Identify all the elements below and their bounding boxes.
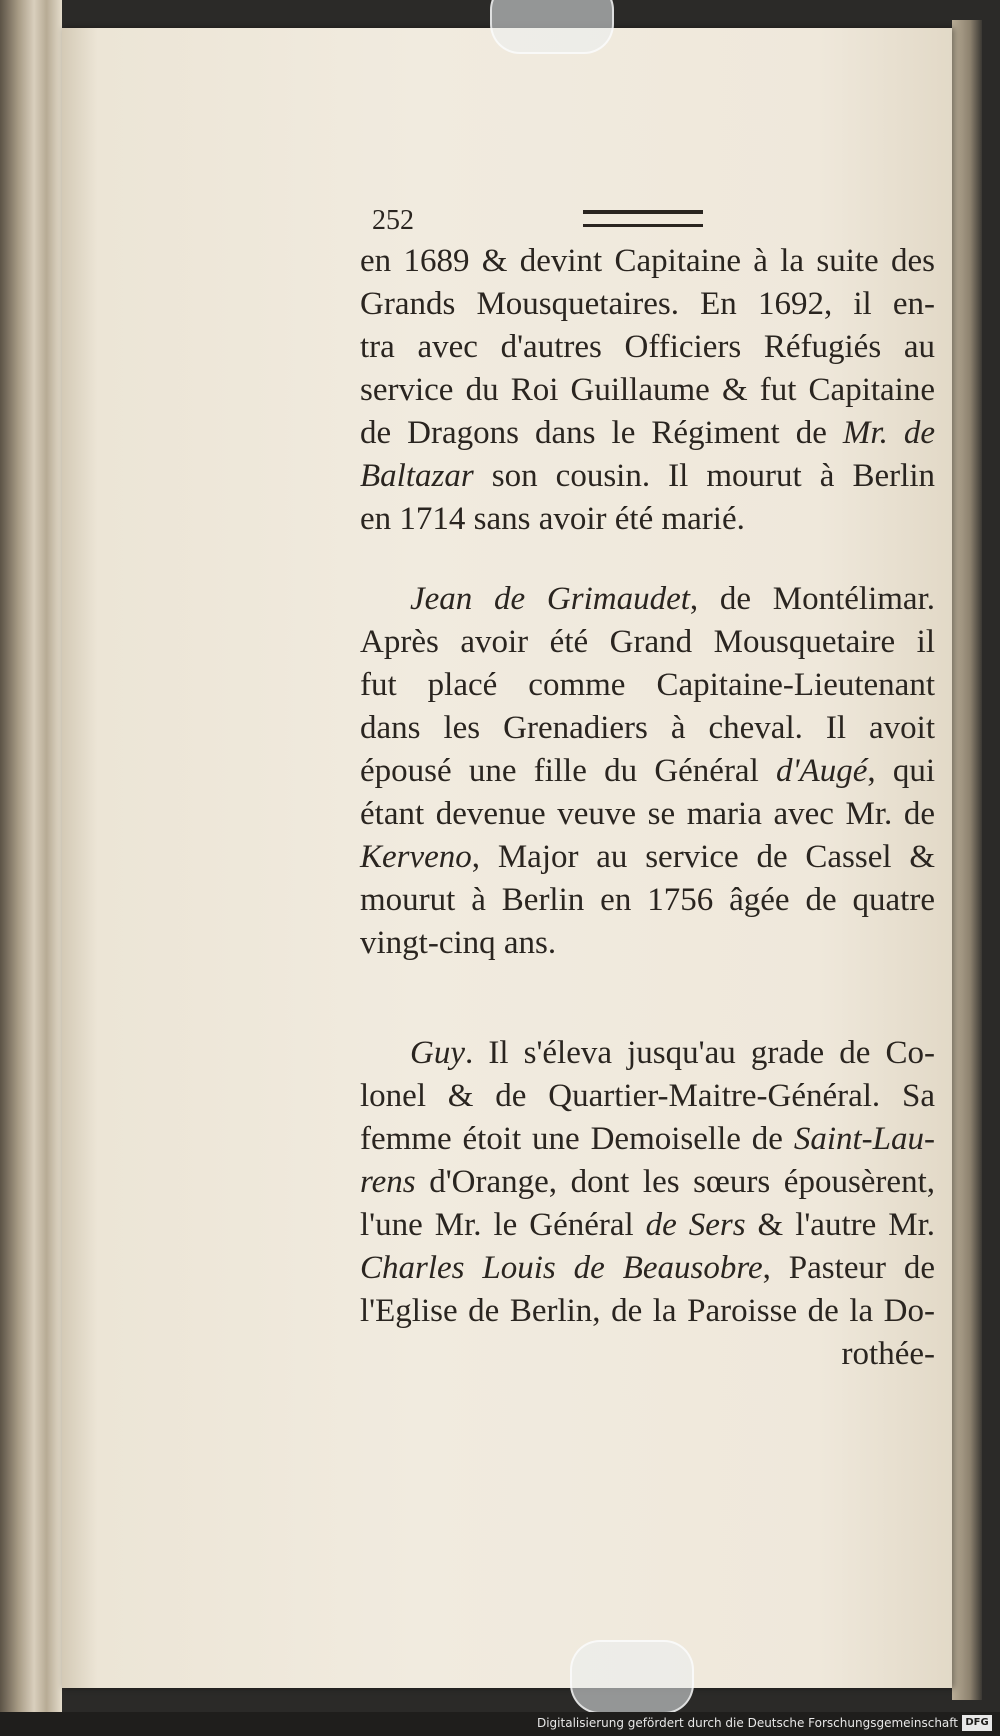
clip-bottom <box>570 1640 694 1714</box>
text-line: rens d'Orange, dont les sœurs épousèrent, <box>360 1164 935 1200</box>
catchword: rothée- <box>841 1336 935 1372</box>
text-line: tra avec d'autres Officiers Réfugiés au <box>360 329 935 365</box>
book-page-stack <box>0 0 62 1736</box>
text-line: épousé une fille du Général d'Augé, qui <box>360 753 936 789</box>
text-line: l'Eglise de Berlin, de la Paroisse de la Do- <box>360 1293 935 1329</box>
text-line: de Dragons dans le Régiment de Mr. de <box>360 415 936 451</box>
text-line: vingt-cinq ans. <box>360 925 557 961</box>
text-line: dans les Grenadiers à cheval. Il avoit <box>360 710 935 746</box>
header-rule <box>583 210 703 227</box>
text-line: femme étoit une Demoiselle de Saint-Lau- <box>360 1121 935 1157</box>
text-line: Grands Mousquetaires. En 1692, il en- <box>360 286 935 322</box>
text-line: service du Roi Guillaume & fut Capitaine <box>360 372 935 408</box>
page-number: 252 <box>372 205 414 236</box>
text-line: en 1714 sans avoir été marié. <box>360 501 745 537</box>
footer-credit: Digitalisierung gefördert durch die Deutsche Forschungsgemeinschaft <box>536 1716 958 1730</box>
text-line: étant devenue veuve se maria avec Mr. de <box>360 796 935 832</box>
text-line: Après avoir été Grand Mousquetaire il <box>360 624 935 660</box>
clip-top <box>490 0 614 54</box>
text-line: en 1689 & devint Capitaine à la suite des <box>360 243 935 279</box>
dfg-logo: DFG <box>962 1715 992 1731</box>
text-line: Baltazar son cousin. Il mourut à Berlin <box>360 458 935 494</box>
text-line: Kerveno, Major au service de Cassel & <box>360 839 935 875</box>
text-line: Charles Louis de Beausobre, Pasteur de <box>360 1250 936 1286</box>
book-fore-edge <box>952 20 982 1700</box>
text-line: mourut à Berlin en 1756 âgée de quatre <box>360 882 935 918</box>
text-line: Jean de Grimaudet, de Montélimar. <box>410 581 935 617</box>
text-line: lonel & de Quartier-Maitre-Général. Sa <box>360 1078 935 1114</box>
text-line: Guy. Il s'éleva jusqu'au grade de Co- <box>410 1035 935 1071</box>
paragraph-3 <box>360 1032 935 1376</box>
text-line: l'une Mr. le Général de Sers & l'autre Mr. <box>360 1207 935 1243</box>
paragraph-1 <box>360 240 935 541</box>
paragraph-2 <box>360 578 935 965</box>
text-line: fut placé comme Capitaine-Lieutenant <box>360 667 935 703</box>
